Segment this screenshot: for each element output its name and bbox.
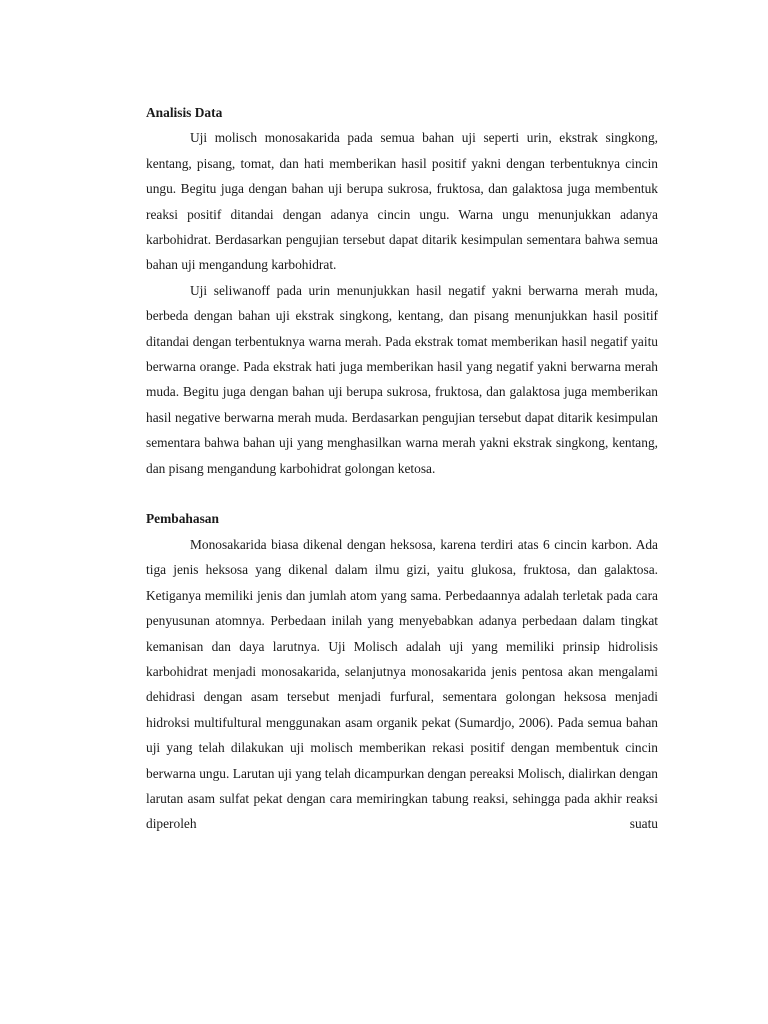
paragraph-uji-molisch-result: Uji molisch monosakarida pada semua bahan uji seperti urin, ekstrak singkong, kentang, pisang, tomat, dan hati memberikan hasil positif yakni dengan terbentuknya cincin ungu. Begitu juga dengan bahan uji berupa sukrosa, fruktosa, dan galaktosa juga membentuk reaksi positif ditandai dengan adanya cincin ungu. Warna ungu menunjukkan adanya karbohidrat. Berdasarkan pengujian tersebut dapat ditarik kesimpulan sementara bahwa semua bahan uji mengandung karbohidrat.	[146, 130, 658, 273]
paragraph-monosakarida-discussion: Monosakarida biasa dikenal dengan heksosa, karena terdiri atas 6 cincin karbon. Ada tiga jenis heksosa yang dikenal dalam ilmu gizi, yaitu glukosa, fruktosa, dan galaktosa. Ketiganya memiliki jenis dan jumlah atom yang sama. Perbedaannya adalah terletak pada cara penyusunan atomnya. Perbedaan inilah yang menyebabkan adanya perbedaan dalam tingkat kemanisan dan daya larutnya. Uji Molisch adalah uji yang memiliki prinsip hidrolisis karbohidrat menjadi monosakarida, selanjutnya monosakarida jenis pentosa akan mengalami dehidrasi dengan asam tersebut menjadi furfural, sementara golongan heksosa menjadi hidroksi multifultural menggunakan asam organik pekat (Sumardjo, 2006). Pada semua bahan uji yang telah dilakukan uji molisch memberikan rekasi positif dengan membentuk cincin berwarna ungu. Larutan uji yang telah dicampurkan dengan pereaksi Molisch, dialirkan dengan larutan asam sulfat pekat dengan cara memiringkan tabung reaksi, sehingga pada akhir reaksi diperoleh suatu	[146, 536, 658, 832]
document-body	[146, 100, 658, 837]
section-heading-analisis-data: Analisis Data	[146, 105, 223, 120]
section-spacer	[146, 481, 658, 506]
section-heading-pembahasan: Pembahasan	[146, 511, 219, 527]
paragraph-uji-seliwanoff-result: Uji seliwanoff pada urin menunjukkan hasil negatif yakni berwarna merah muda, berbeda dengan bahan uji ekstrak singkong, kentang, dan pisang menunjukkan hasil positif ditandai dengan terbentuknya warna merah. Pada ekstrak tomat memberikan hasil negatif yaitu berwarna orange. Pada ekstrak hati juga memberikan hasil yang negatif yakni berwarna merah muda. Begitu juga dengan bahan uji berupa sukrosa, fruktosa, dan galaktosa juga memberikan hasil negative berwarna merah muda. Berdasarkan pengujian tersebut dapat ditarik kesimpulan sementara bahwa bahan uji yang menghasilkan warna merah yakni ekstrak singkong, kentang, dan pisang mengandung karbohidrat golongan ketosa.	[146, 282, 658, 476]
